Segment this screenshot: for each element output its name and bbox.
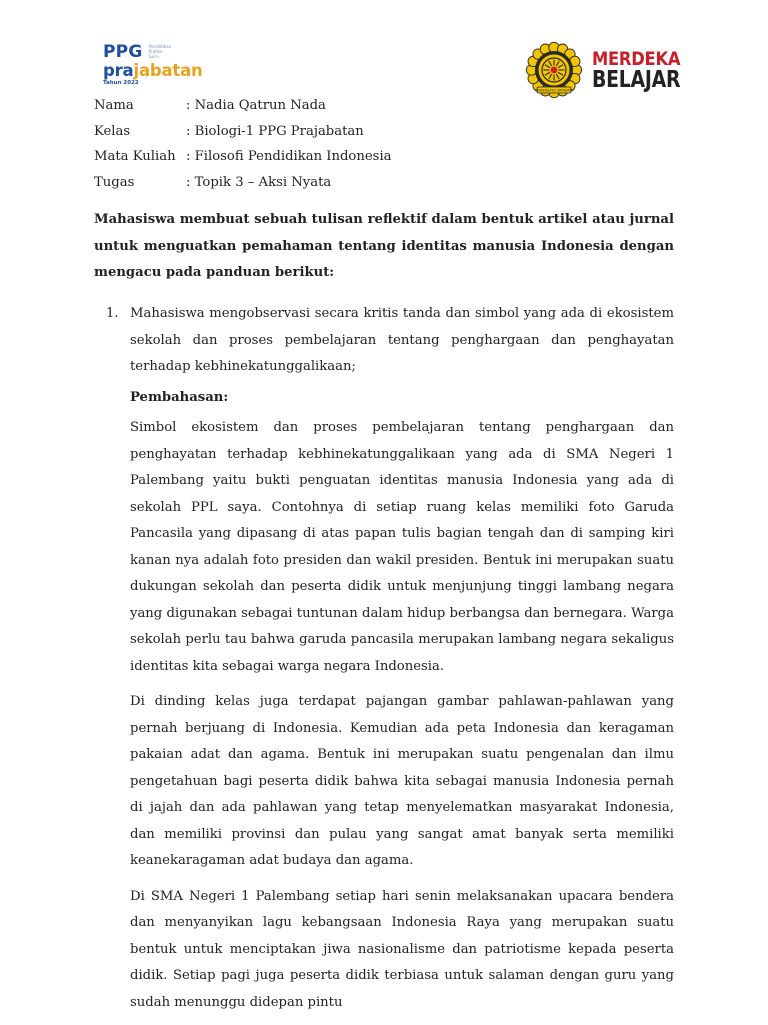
- ppg-logo-brand: [103, 62, 213, 79]
- identity-label: Mata Kuliah: [94, 149, 176, 164]
- identity-label: Tugas: [94, 174, 135, 190]
- identity-row-course: [94, 147, 654, 173]
- discussion-paragraph: Di dinding kelas juga terdapat pajangan gambar pahlawan-pahlawan yang pernah berjuang di Indonesia. Kemudian ada peta Indonesia dan keragaman pakaian adat dan agama. Bentuk ini merupakan suatu pengenalan dan ilmu pengetahuan bagi peserta didik bahwa kita sebagai manusia Indonesia pernah di jajah dan ada pahlawan yang tetap menyelematkan masyarakat Indonesia, dan memiliki provinsi dan pulau yang sangat amat banyak serta memiliki keanekaragaman adat budaya dan agama.: [130, 694, 674, 868]
- ppg-logo-word: PPG: [103, 42, 143, 62]
- identity-value: : Biologi-1 PPG Prajabatan: [186, 123, 364, 139]
- ppg-prajabatan-logo: [103, 44, 213, 94]
- seal-ribbon-text: UNIVERSITAS SRIWIJAYA: [535, 88, 573, 93]
- identity-value: : Nadia Qatrun Nada: [186, 98, 326, 113]
- identity-value: : Filosofi Pendidikan Indonesia: [186, 149, 392, 164]
- discussion-heading: Pembahasan:: [130, 389, 229, 405]
- seal-center-dot: [551, 67, 558, 74]
- ppg-logo-brand-part1: pra: [103, 61, 134, 80]
- university-seal-logo: [524, 40, 584, 100]
- identity-row-class: [94, 122, 654, 148]
- ppg-logo-brand-part2: jabatan: [133, 61, 203, 80]
- identity-row-name: [94, 96, 654, 122]
- identity-label: Kelas: [94, 123, 131, 139]
- ppg-logo-tagline: Pendidikan Profesi Guru: [148, 44, 172, 59]
- merdeka-belajar-line1: MERDEKA: [592, 48, 681, 70]
- identity-value: : Topik 3 – Aksi Nyata: [186, 174, 332, 190]
- ppg-logo-top: [103, 44, 213, 61]
- intro-paragraph: Mahasiswa membuat sebuah tulisan reflektif dalam bentuk artikel atau jurnal untuk menguatkan pemahaman tentang identitas manusia Indonesia dengan mengacu pada panduan berikut:: [94, 212, 674, 280]
- discussion-paragraph: Simbol ekosistem dan proses pembelajaran tentang penghargaan dan penghayatan terhadap kebhinekatunggalikaan yang ada di SMA Negeri 1 Palembang yaitu bukti penguatan identitas manusia Indonesia yang ada di sekolah PPL saya. Contohnya di setiap ruang kelas memiliki foto Garuda Pancasila yang dipasang di atas papan tulis bagian tengah dan di samping kiri kanan nya adalah foto presiden dan wakil presiden. Bentuk ini merupakan suatu dukungan sekolah dan peserta didik untuk menjunjung tinggi lambang negara yang digunakan sebagai tuntunan dalam hidup berbangsa dan bernegara. Warga sekolah perlu tau bahwa garuda pancasila merupakan lambang negara sekaligus identitas kita sebagai warga negara Indonesia.: [130, 420, 674, 674]
- identity-row-task: [94, 173, 654, 199]
- merdeka-belajar-line2: BELAJAR: [592, 67, 681, 93]
- identity-label: Nama: [94, 98, 134, 113]
- ppg-logo-year: Tahun 2022: [103, 80, 139, 86]
- list-item: [130, 301, 674, 1025]
- list-item-text: Mahasiswa mengobservasi secara kritis tanda dan simbol yang ada di ekosistem sekolah dan proses pembelajaran tentang penghargaan dan penghayatan terhadap kebhinekatunggalikaan;: [130, 306, 674, 374]
- list-item-number: 1.: [106, 306, 119, 321]
- merdeka-belajar-logo: [592, 49, 700, 91]
- identity-block: [94, 96, 654, 198]
- discussion-paragraph: Di SMA Negeri 1 Palembang setiap hari senin melaksanakan upacara bendera dan menyanyikan lagu kebangsaan Indonesia Raya yang merupakan suatu bentuk untuk menciptakan jiwa nasionalisme dan patriotisme kepada peserta didik. Setiap pagi juga peserta didik terbiasa untuk salaman dengan guru yang sudah menunggu didepan pintu: [130, 888, 674, 1010]
